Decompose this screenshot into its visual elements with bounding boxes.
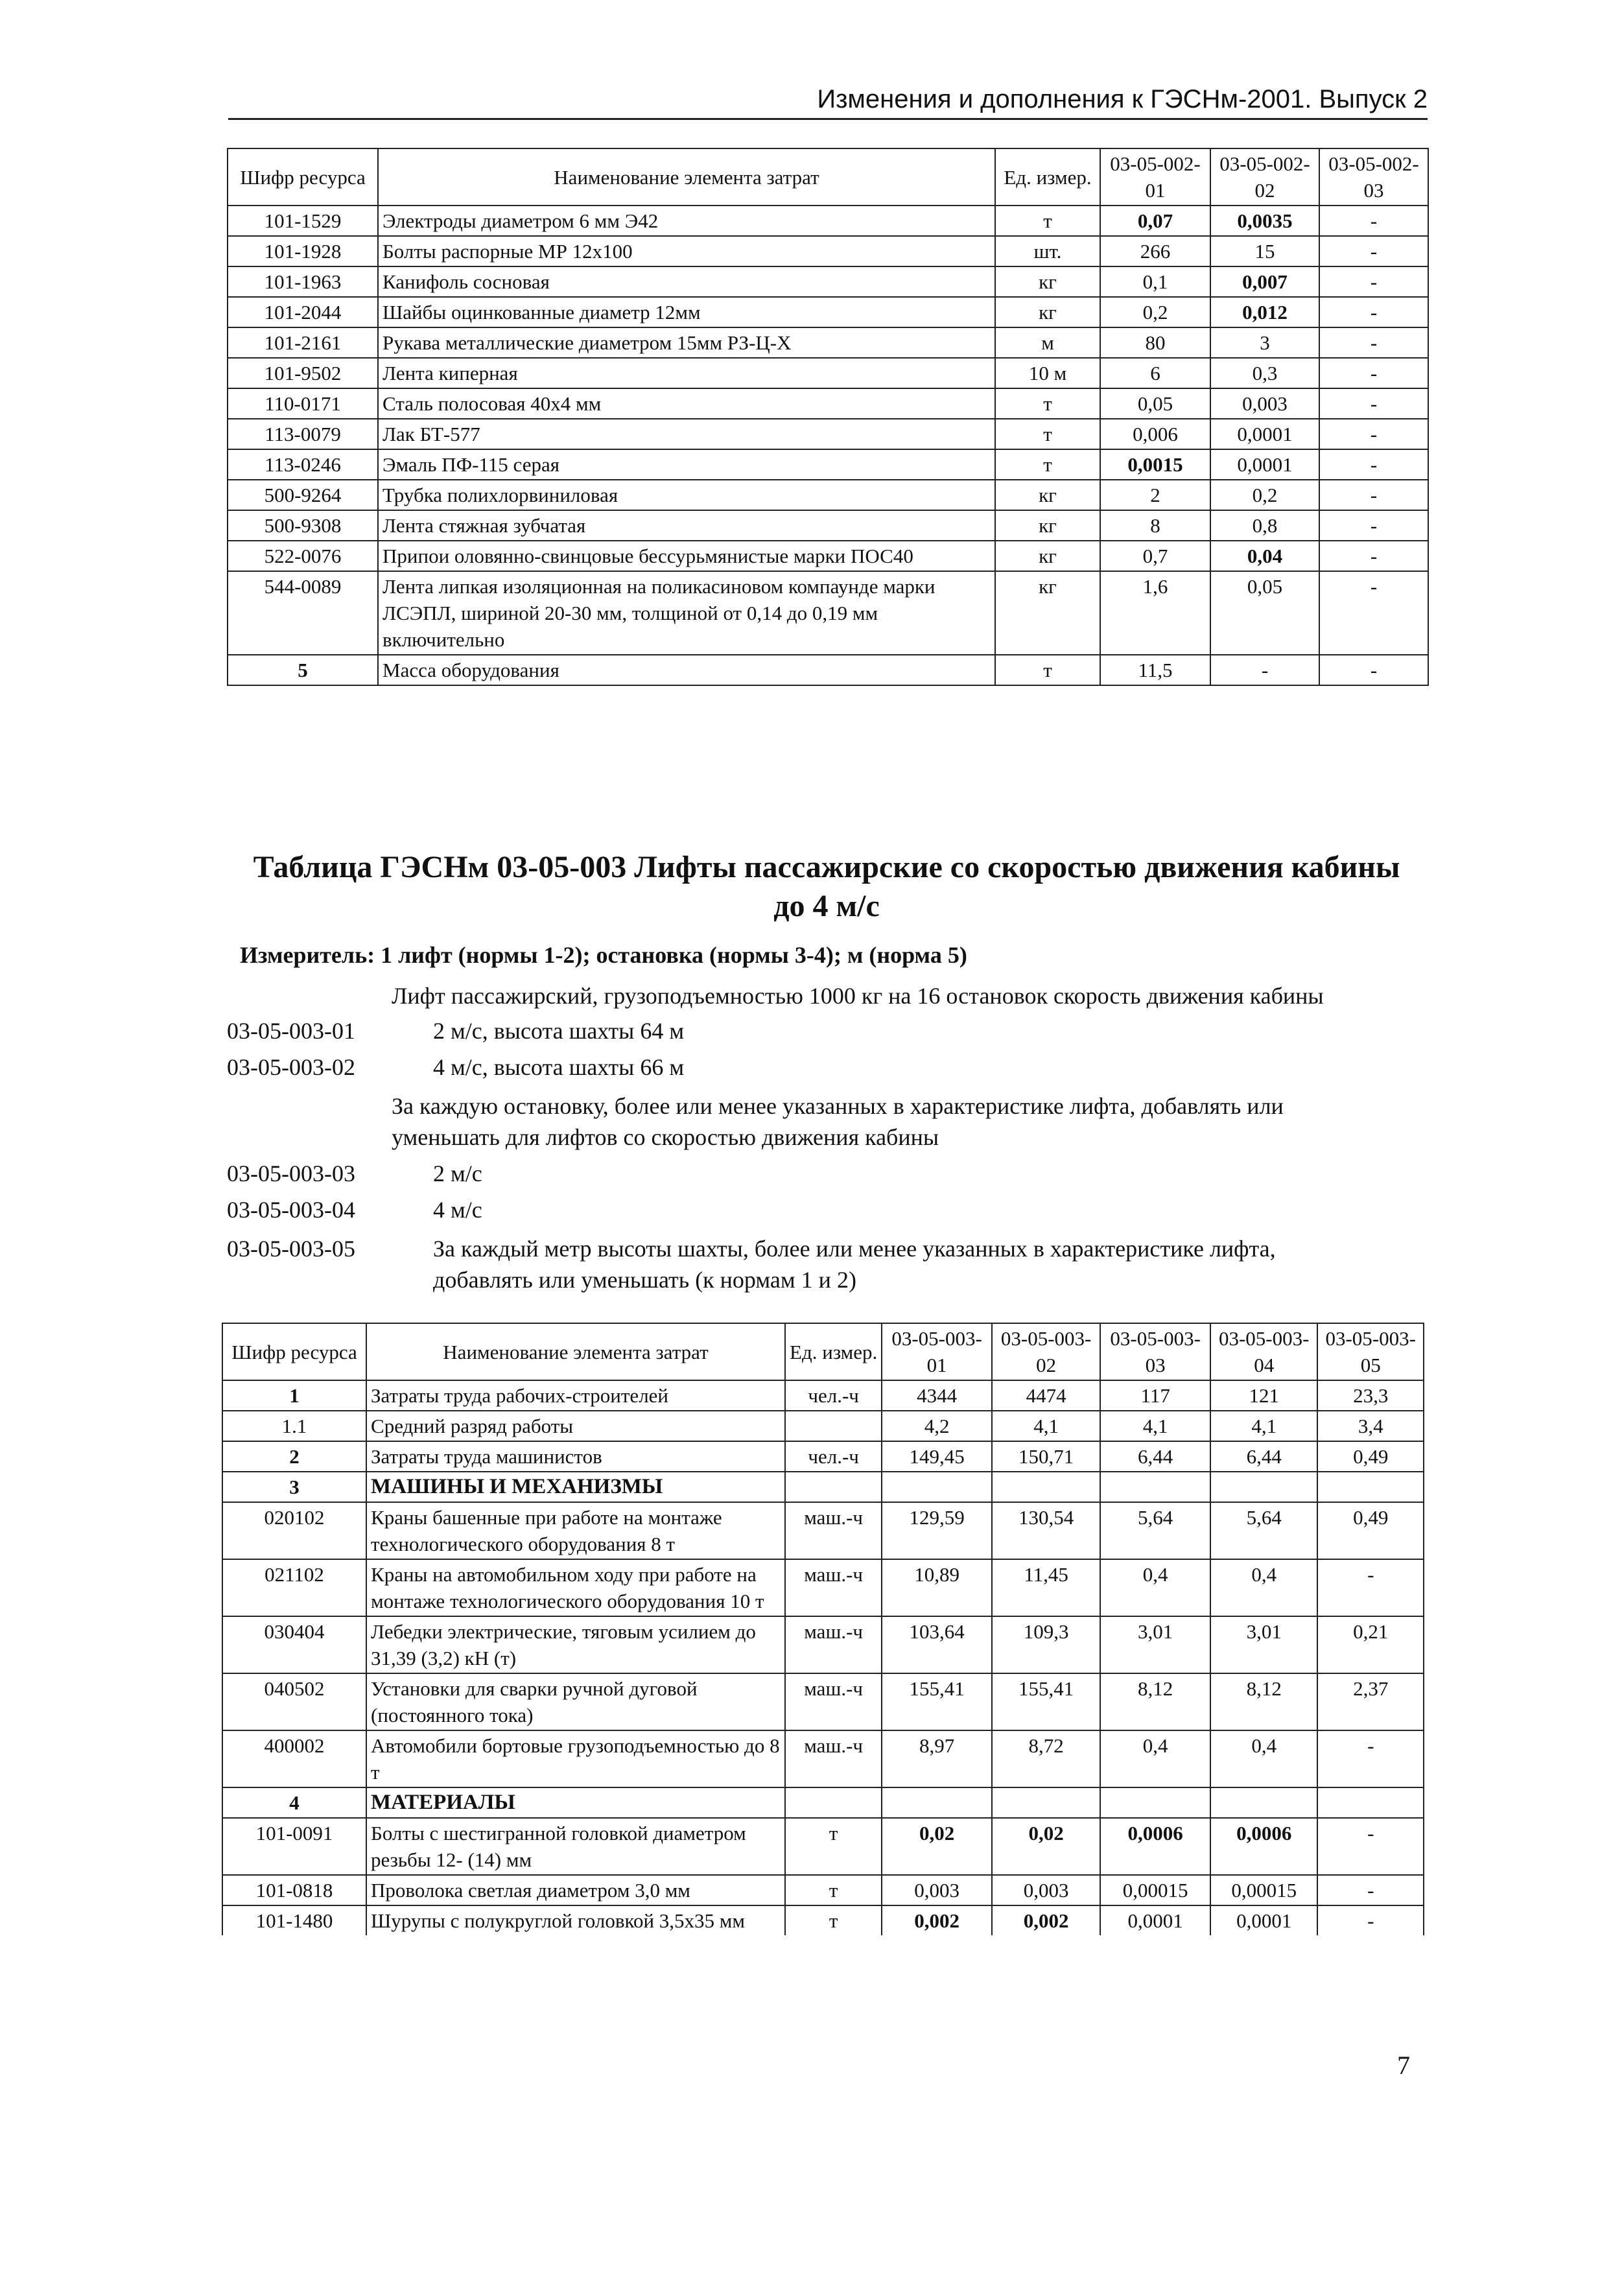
col-header-unit: Ед. измер. <box>995 148 1100 206</box>
cell-value: 149,45 <box>882 1441 992 1472</box>
table-row <box>222 1905 1424 1935</box>
cell-value: 0,02 <box>992 1818 1101 1875</box>
cell-name: Лента липкая изоляционная на поликасиновом компаунде марки ЛСЭПЛ, шириной 20-30 мм, толщиной от 0,14 до 0,19 мм включительно <box>378 571 995 655</box>
cell-name: Электроды диаметром 6 мм Э42 <box>378 206 995 236</box>
cell-unit <box>785 1472 882 1502</box>
resource-table-002 <box>227 148 1429 686</box>
section-row-machines <box>222 1472 1424 1502</box>
cell-unit: маш.-ч <box>785 1559 882 1616</box>
table-row <box>228 541 1428 571</box>
cell-value: 0,07 <box>1100 206 1210 236</box>
cell-value: - <box>1319 541 1428 571</box>
table-row <box>228 327 1428 358</box>
cell-value: 0,05 <box>1210 571 1319 655</box>
cell-value <box>1210 1787 1318 1818</box>
table-row <box>228 236 1428 266</box>
cell-value: 0,2 <box>1210 480 1319 510</box>
cell-code: 1.1 <box>222 1411 366 1441</box>
col-header-norm-1: 03-05-002-01 <box>1100 148 1210 206</box>
cell-value <box>1317 1787 1424 1818</box>
cell-value <box>992 1787 1101 1818</box>
cell-value: - <box>1319 449 1428 480</box>
col-header-norm-2: 03-05-002-02 <box>1210 148 1319 206</box>
resource-table-003 <box>222 1323 1424 1935</box>
cell-value: 5,64 <box>1100 1502 1210 1559</box>
cell-value: - <box>1319 236 1428 266</box>
cell-value: 0,00015 <box>1100 1875 1210 1905</box>
norm-text: 4 м/с <box>433 1197 482 1223</box>
cell-code: 500-9264 <box>228 480 378 510</box>
cell-value: 0,02 <box>882 1818 992 1875</box>
cell-section-name: МАТЕРИАЛЫ <box>366 1787 785 1818</box>
cell-value: - <box>1319 327 1428 358</box>
cell-value <box>1317 1472 1424 1502</box>
cell-name: Краны на автомобильном ходу при работе на монтаже технологического оборудования 10 т <box>366 1559 785 1616</box>
running-header <box>228 80 1428 120</box>
cell-value: 8 <box>1100 510 1210 541</box>
col-header-norm-1: 03-05-003-01 <box>882 1323 992 1380</box>
cell-value: 0,21 <box>1317 1616 1424 1673</box>
cell-name: Установки для сварки ручной дуговой (постоянного тока) <box>366 1673 785 1730</box>
cell-code: 101-1963 <box>228 266 378 297</box>
cell-value: 0,003 <box>882 1875 992 1905</box>
cell-code: 020102 <box>222 1502 366 1559</box>
cell-code: 5 <box>228 655 378 685</box>
cell-value: 4,1 <box>1210 1411 1318 1441</box>
cell-value: 0,002 <box>882 1905 992 1935</box>
section-title-line-1: Таблица ГЭСНм 03-05-003 Лифты пассажирские со скоростью движения кабины <box>253 850 1400 884</box>
cell-value: 0,4 <box>1210 1730 1318 1787</box>
cell-value: - <box>1319 266 1428 297</box>
cell-value <box>992 1472 1101 1502</box>
cell-value: - <box>1317 1559 1424 1616</box>
cell-name: Автомобили бортовые грузоподъемностью до 8 т <box>366 1730 785 1787</box>
cell-value: - <box>1319 419 1428 449</box>
cell-value <box>882 1787 992 1818</box>
cell-value: 266 <box>1100 236 1210 266</box>
cell-value: 103,64 <box>882 1616 992 1673</box>
cell-name: Канифоль сосновая <box>378 266 995 297</box>
intro-text: Лифт пассажирский, грузоподъемностью 1000 кг на 16 остановок скорость движения кабины <box>392 983 1324 1009</box>
table-header-row <box>228 148 1428 206</box>
norm-code: 03-05-003-05 <box>227 1236 355 1262</box>
cell-unit: кг <box>995 266 1100 297</box>
cell-code: 101-1529 <box>228 206 378 236</box>
cell-unit: т <box>995 419 1100 449</box>
table-row <box>228 480 1428 510</box>
cell-value: 4,2 <box>882 1411 992 1441</box>
cell-value: 0,003 <box>992 1875 1101 1905</box>
cell-unit: т <box>785 1875 882 1905</box>
table-row <box>228 388 1428 419</box>
table-header-row <box>222 1323 1424 1380</box>
cell-unit: т <box>995 388 1100 419</box>
table-row <box>222 1875 1424 1905</box>
cell-code: 101-1928 <box>228 236 378 266</box>
cell-code: 113-0079 <box>228 419 378 449</box>
cell-value: 8,97 <box>882 1730 992 1787</box>
cell-value: 121 <box>1210 1380 1318 1411</box>
norm-text-line-1: За каждый метр высоты шахты, более или менее указанных в характеристике лифта, <box>433 1236 1276 1262</box>
table-row <box>222 1616 1424 1673</box>
cell-value: 130,54 <box>992 1502 1101 1559</box>
cell-unit: чел.-ч <box>785 1441 882 1472</box>
cell-code: 101-0818 <box>222 1875 366 1905</box>
cell-value: 0,2 <box>1100 297 1210 327</box>
table-row <box>222 1441 1424 1472</box>
cell-unit: маш.-ч <box>785 1673 882 1730</box>
cell-value: 8,12 <box>1100 1673 1210 1730</box>
cell-name: Масса оборудования <box>378 655 995 685</box>
norm-text: 2 м/с, высота шахты 64 м <box>433 1018 685 1044</box>
table-row <box>228 206 1428 236</box>
cell-unit <box>785 1787 882 1818</box>
norm-code: 03-05-003-01 <box>227 1018 355 1044</box>
page-number: 7 <box>1397 2051 1410 2080</box>
cell-value: 10,89 <box>882 1559 992 1616</box>
cell-unit: маш.-ч <box>785 1502 882 1559</box>
cell-unit: т <box>995 655 1100 685</box>
cell-value: 129,59 <box>882 1502 992 1559</box>
cell-value: 0,4 <box>1100 1730 1210 1787</box>
cell-code: 030404 <box>222 1616 366 1673</box>
cell-value <box>1100 1787 1210 1818</box>
cell-value: - <box>1317 1905 1424 1935</box>
norm-code: 03-05-003-02 <box>227 1054 355 1080</box>
cell-name: Рукава металлические диаметром 15мм РЗ-Ц-Х <box>378 327 995 358</box>
cell-value: 0,012 <box>1210 297 1319 327</box>
table-row <box>228 510 1428 541</box>
cell-value: 0,1 <box>1100 266 1210 297</box>
table-row <box>228 655 1428 685</box>
cell-code: 113-0246 <box>228 449 378 480</box>
col-header-norm-2: 03-05-003-02 <box>992 1323 1101 1380</box>
table-row <box>228 571 1428 655</box>
cell-value: 0,0001 <box>1210 1905 1318 1935</box>
cell-name: Средний разряд работы <box>366 1411 785 1441</box>
cell-value: 155,41 <box>882 1673 992 1730</box>
cell-unit: т <box>785 1905 882 1935</box>
measure-line: Измеритель: 1 лифт (нормы 1-2); остановка (нормы 3-4); м (норма 5) <box>240 942 967 968</box>
note-line-1: За каждую остановку, более или менее указанных в характеристике лифта, добавлять или <box>392 1093 1284 1119</box>
norm-text: 2 м/с <box>433 1161 482 1186</box>
cell-value: 0,04 <box>1210 541 1319 571</box>
norm-code: 03-05-003-04 <box>227 1197 355 1223</box>
cell-code: 040502 <box>222 1673 366 1730</box>
cell-unit: кг <box>995 297 1100 327</box>
cell-name: Шайбы оцинкованные диаметр 12мм <box>378 297 995 327</box>
cell-code: 110-0171 <box>228 388 378 419</box>
table-row <box>228 449 1428 480</box>
cell-unit: шт. <box>995 236 1100 266</box>
cell-value: - <box>1317 1875 1424 1905</box>
cell-unit: м <box>995 327 1100 358</box>
cell-name: Лебедки электрические, тяговым усилием до 31,39 (3,2) кН (т) <box>366 1616 785 1673</box>
cell-unit: т <box>785 1818 882 1875</box>
cell-value: 0,0015 <box>1100 449 1210 480</box>
cell-value: 150,71 <box>992 1441 1101 1472</box>
cell-unit: т <box>995 449 1100 480</box>
cell-value: 0,003 <box>1210 388 1319 419</box>
cell-value: 8,72 <box>992 1730 1101 1787</box>
section-row-materials <box>222 1787 1424 1818</box>
cell-value <box>1100 1472 1210 1502</box>
cell-value: 0,0001 <box>1210 419 1319 449</box>
cell-value: - <box>1319 297 1428 327</box>
cell-name: Лента стяжная зубчатая <box>378 510 995 541</box>
cell-value: 6,44 <box>1210 1441 1318 1472</box>
table-row <box>228 266 1428 297</box>
col-header-name: Наименование элемента затрат <box>378 148 995 206</box>
running-title: Изменения и дополнения к ГЭСНм-2001. Выпуск 2 <box>817 85 1428 113</box>
cell-name: Краны башенные при работе на монтаже технологического оборудования 8 т <box>366 1502 785 1559</box>
table-row <box>222 1730 1424 1787</box>
section-title <box>220 848 1433 926</box>
cell-name: Эмаль ПФ-115 серая <box>378 449 995 480</box>
norm-text-line-2: добавлять или уменьшать (к нормам 1 и 2) <box>433 1267 856 1293</box>
cell-value: - <box>1319 206 1428 236</box>
cell-value: - <box>1319 655 1428 685</box>
cell-code: 1 <box>222 1380 366 1411</box>
cell-unit: кг <box>995 541 1100 571</box>
cell-name: Проволока светлая диаметром 3,0 мм <box>366 1875 785 1905</box>
cell-name: Болты распорные МР 12х100 <box>378 236 995 266</box>
cell-value: 4,1 <box>1100 1411 1210 1441</box>
cell-value: 0,0035 <box>1210 206 1319 236</box>
cell-code: 400002 <box>222 1730 366 1787</box>
cell-name: Сталь полосовая 40х4 мм <box>378 388 995 419</box>
cell-name: Припои оловянно-свинцовые бессурьмянистые марки ПОС40 <box>378 541 995 571</box>
cell-value: 23,3 <box>1317 1380 1424 1411</box>
col-header-norm-5: 03-05-003-05 <box>1317 1323 1424 1380</box>
cell-value: - <box>1319 480 1428 510</box>
cell-unit: маш.-ч <box>785 1616 882 1673</box>
cell-value: - <box>1319 571 1428 655</box>
cell-value: - <box>1317 1730 1424 1787</box>
cell-value: 0,7 <box>1100 541 1210 571</box>
cell-value: 3,4 <box>1317 1411 1424 1441</box>
table-row <box>228 297 1428 327</box>
cell-value: 4,1 <box>992 1411 1101 1441</box>
cell-value: - <box>1319 388 1428 419</box>
cell-value: 155,41 <box>992 1673 1101 1730</box>
cell-value: 15 <box>1210 236 1319 266</box>
table-row <box>222 1380 1424 1411</box>
cell-value: 0,49 <box>1317 1441 1424 1472</box>
cell-value: 109,3 <box>992 1616 1101 1673</box>
cell-code: 101-2044 <box>228 297 378 327</box>
col-header-norm-3: 03-05-003-03 <box>1100 1323 1210 1380</box>
cell-value: 5,64 <box>1210 1502 1318 1559</box>
cell-value: 0,0006 <box>1210 1818 1318 1875</box>
norm-text: 4 м/с, высота шахты 66 м <box>433 1054 685 1080</box>
cell-name: Трубка полихлорвиниловая <box>378 480 995 510</box>
cell-unit: кг <box>995 510 1100 541</box>
col-header-code: Шифр ресурса <box>228 148 378 206</box>
cell-code: 2 <box>222 1441 366 1472</box>
cell-value: 0,0006 <box>1100 1818 1210 1875</box>
table-row <box>228 358 1428 388</box>
table-row <box>228 419 1428 449</box>
cell-value: 0,8 <box>1210 510 1319 541</box>
cell-name: Лента киперная <box>378 358 995 388</box>
norm-code: 03-05-003-03 <box>227 1161 355 1186</box>
cell-section-name: МАШИНЫ И МЕХАНИЗМЫ <box>366 1472 785 1502</box>
cell-unit: кг <box>995 480 1100 510</box>
cell-value: 0,002 <box>992 1905 1101 1935</box>
cell-unit: чел.-ч <box>785 1380 882 1411</box>
cell-value: 2 <box>1100 480 1210 510</box>
cell-value: - <box>1319 510 1428 541</box>
cell-value: 0,3 <box>1210 358 1319 388</box>
cell-unit: т <box>995 206 1100 236</box>
cell-value: 3 <box>1210 327 1319 358</box>
table-row <box>222 1411 1424 1441</box>
cell-code: 4 <box>222 1787 366 1818</box>
cell-code: 500-9308 <box>228 510 378 541</box>
cell-unit: кг <box>995 571 1100 655</box>
cell-value: - <box>1210 655 1319 685</box>
cell-value: 11,5 <box>1100 655 1210 685</box>
cell-value: 8,12 <box>1210 1673 1318 1730</box>
cell-name: Болты с шестигранной головкой диаметром резьбы 12- (14) мм <box>366 1818 785 1875</box>
col-header-name: Наименование элемента затрат <box>366 1323 785 1380</box>
cell-value: 0,05 <box>1100 388 1210 419</box>
table-row <box>222 1673 1424 1730</box>
cell-value: 0,007 <box>1210 266 1319 297</box>
cell-value: 2,37 <box>1317 1673 1424 1730</box>
note-line-2: уменьшать для лифтов со скоростью движения кабины <box>392 1124 939 1150</box>
cell-code: 522-0076 <box>228 541 378 571</box>
cell-value: 1,6 <box>1100 571 1210 655</box>
cell-value: 80 <box>1100 327 1210 358</box>
cell-code: 021102 <box>222 1559 366 1616</box>
cell-code: 3 <box>222 1472 366 1502</box>
cell-value: 4474 <box>992 1380 1101 1411</box>
col-header-norm-4: 03-05-003-04 <box>1210 1323 1318 1380</box>
cell-value: - <box>1319 358 1428 388</box>
cell-unit: 10 м <box>995 358 1100 388</box>
cell-code: 101-0091 <box>222 1818 366 1875</box>
cell-code: 101-2161 <box>228 327 378 358</box>
cell-name: Лак БТ-577 <box>378 419 995 449</box>
cell-value: 0,00015 <box>1210 1875 1318 1905</box>
table-row <box>222 1502 1424 1559</box>
col-header-norm-3: 03-05-002-03 <box>1319 148 1428 206</box>
cell-code: 544-0089 <box>228 571 378 655</box>
table-row <box>222 1559 1424 1616</box>
cell-name: Затраты труда рабочих-строителей <box>366 1380 785 1411</box>
cell-value: 0,006 <box>1100 419 1210 449</box>
cell-name: Шурупы с полукруглой головкой 3,5х35 мм <box>366 1905 785 1935</box>
cell-value: 6 <box>1100 358 1210 388</box>
cell-unit: маш.-ч <box>785 1730 882 1787</box>
cell-unit <box>785 1411 882 1441</box>
cell-value: 0,0001 <box>1210 449 1319 480</box>
section-title-line-2: до 4 м/с <box>773 889 880 923</box>
cell-value <box>882 1472 992 1502</box>
cell-value: - <box>1317 1818 1424 1875</box>
col-header-code: Шифр ресурса <box>222 1323 366 1380</box>
cell-code: 101-9502 <box>228 358 378 388</box>
cell-value: 0,49 <box>1317 1502 1424 1559</box>
cell-value: 0,4 <box>1210 1559 1318 1616</box>
cell-value: 0,0001 <box>1100 1905 1210 1935</box>
table-row <box>222 1818 1424 1875</box>
cell-value: 3,01 <box>1100 1616 1210 1673</box>
cell-value: 11,45 <box>992 1559 1101 1616</box>
cell-code: 101-1480 <box>222 1905 366 1935</box>
cell-value: 117 <box>1100 1380 1210 1411</box>
cell-value: 6,44 <box>1100 1441 1210 1472</box>
cell-value: 4344 <box>882 1380 992 1411</box>
cell-value <box>1210 1472 1318 1502</box>
cell-name: Затраты труда машинистов <box>366 1441 785 1472</box>
col-header-unit: Ед. измер. <box>785 1323 882 1380</box>
cell-value: 0,4 <box>1100 1559 1210 1616</box>
cell-value: 3,01 <box>1210 1616 1318 1673</box>
